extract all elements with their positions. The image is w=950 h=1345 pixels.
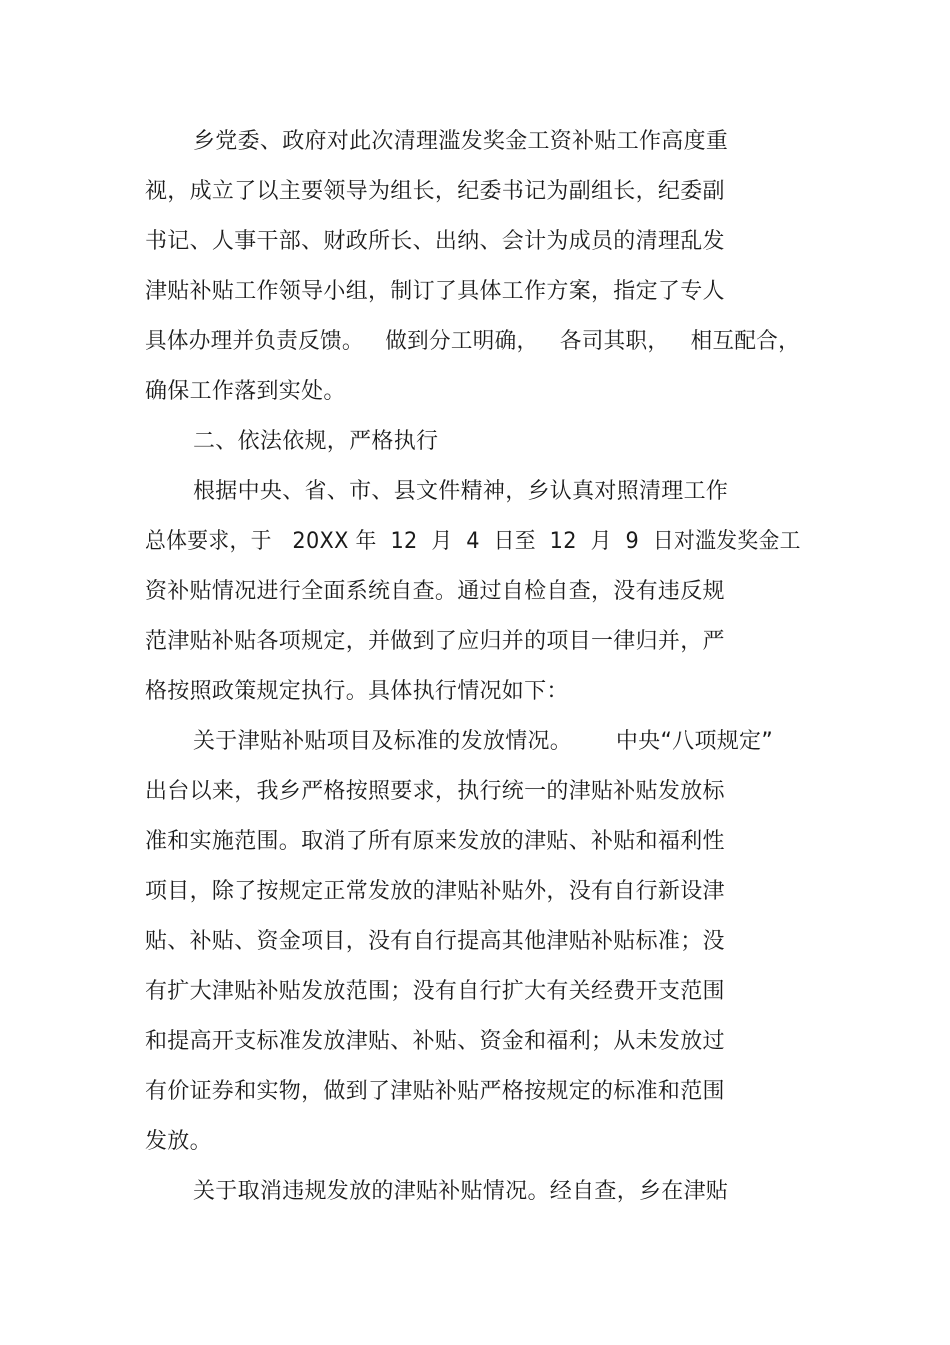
paragraph-line: 有扩大津贴补贴发放范围；没有自行扩大有关经费开支范围 bbox=[145, 979, 725, 1004]
paragraph-line: 格按照政策规定执行。具体执行情况如下： bbox=[145, 679, 569, 704]
paragraph-line: 书记、人事干部、财政所长、出纳、会计为成员的清理乱发 bbox=[145, 229, 725, 254]
paragraph-line: 准和实施范围。取消了所有原来发放的津贴、补贴和福利性 bbox=[145, 829, 725, 854]
paragraph-line: 乡党委、政府对此次清理滥发奖金工资补贴工作高度重 bbox=[193, 129, 729, 154]
paragraph-line: 发放。 bbox=[145, 1129, 212, 1154]
paragraph-line: 根据中央、省、市、县文件精神，乡认真对照清理工作 bbox=[193, 479, 729, 504]
paragraph-line: 具体办理并负责反馈。 做到分工明确， 各司其职， 相互配合， bbox=[145, 329, 801, 354]
paragraph-line: 关于津贴补贴项目及标准的发放情况。 中央“八项规定” bbox=[193, 729, 774, 754]
paragraph-line: 出台以来，我乡严格按照要求，执行统一的津贴补贴发放标 bbox=[145, 779, 725, 804]
paragraph-line: 有价证券和实物，做到了津贴补贴严格按规定的标准和范围 bbox=[145, 1079, 725, 1104]
paragraph-line: 总体要求，于 20XX 年 12 月 4 日至 12 月 9 日对滥发奖金工 bbox=[145, 529, 801, 554]
paragraph-line: 范津贴补贴各项规定，并做到了应归并的项目一律归并，严 bbox=[145, 629, 725, 654]
paragraph-line: 资补贴情况进行全面系统自查。通过自检自查，没有违反规 bbox=[145, 579, 725, 604]
paragraph-line: 项目，除了按规定正常发放的津贴补贴外，没有自行新设津 bbox=[145, 879, 725, 904]
paragraph-line: 津贴补贴工作领导小组，制订了具体工作方案，指定了专人 bbox=[145, 279, 725, 304]
paragraph-line: 确保工作落到实处。 bbox=[145, 379, 346, 404]
paragraph-line: 视，成立了以主要领导为组长，纪委书记为副组长，纪委副 bbox=[145, 179, 725, 204]
paragraph-line: 贴、补贴、资金项目，没有自行提高其他津贴补贴标准；没 bbox=[145, 929, 725, 954]
paragraph-line: 关于取消违规发放的津贴补贴情况。经自查，乡在津贴 bbox=[193, 1179, 729, 1204]
section-heading: 二、依法依规，严格执行 bbox=[193, 429, 439, 454]
paragraph-line: 和提高开支标准发放津贴、补贴、资金和福利；从未发放过 bbox=[145, 1029, 725, 1054]
